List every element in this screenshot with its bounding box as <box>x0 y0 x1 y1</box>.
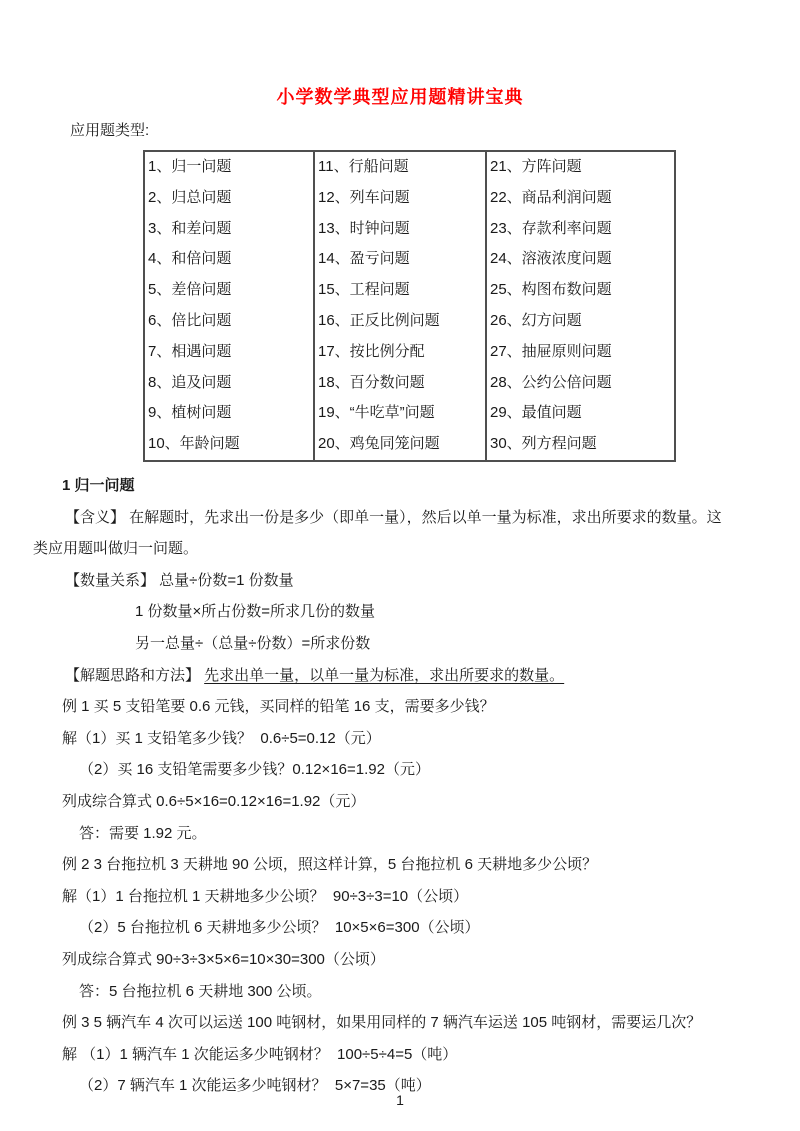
body-line: 例 1 买 5 支铅笔要 0.6 元钱，买同样的铅笔 16 支，需要多少钱？ <box>62 698 495 716</box>
problem-type-item: 6、倍比问题 <box>148 311 232 329</box>
section-body <box>33 470 780 1102</box>
problem-type-item: 22、商品利润问题 <box>490 188 612 206</box>
definition-and-relations-block <box>33 502 780 660</box>
problem-type-item: 2、归总问题 <box>148 188 232 206</box>
problem-type-item: 7、相遇问题 <box>148 342 232 360</box>
body-line: 解（1）买 1 支铅笔多少钱？ 0.6÷5=0.12（元） <box>62 729 381 747</box>
method-label: 【解题思路和方法】 <box>65 666 205 684</box>
method-underlined-text: 先求出单一量，以单一量为标准，求出所要求的数量。 <box>204 666 565 684</box>
problem-type-item: 20、鸡兔同笼问题 <box>318 435 440 453</box>
section-heading: 1 归一问题 <box>62 477 135 494</box>
problem-type-item: 12、列车问题 <box>318 188 410 206</box>
intro-label: 应用题类型: <box>70 122 150 139</box>
body-line: 解（1）1 台拖拉机 1 天耕地多少公顷？ 90÷3÷3=10（公顷） <box>62 887 469 905</box>
problem-type-item: 14、盈亏问题 <box>318 250 410 268</box>
examples-block <box>33 691 780 1102</box>
problem-type-item: 21、方阵问题 <box>490 158 582 175</box>
body-line: 答：需要 1.92 元。 <box>79 824 207 842</box>
problem-type-item: 11、行船问题 <box>318 158 409 175</box>
problem-type-item: 29、最值问题 <box>490 404 582 422</box>
problem-type-item: 9、植树问题 <box>148 404 232 422</box>
table-column-2 <box>313 152 485 460</box>
problem-type-item: 1、归一问题 <box>148 158 232 175</box>
body-line: （2）买 16 支铅笔需要多少钱？0.12×16=1.92（元） <box>79 761 430 779</box>
problem-type-item: 28、公约公倍问题 <box>490 373 612 391</box>
table-column-1 <box>145 152 313 460</box>
body-line: （2）5 台拖拉机 6 天耕地多少公顷？ 10×5×6=300（公顷） <box>79 919 480 937</box>
problem-type-item: 19、“牛吃草”问题 <box>318 404 435 422</box>
problem-type-item: 30、列方程问题 <box>490 435 597 453</box>
problem-type-item: 13、时钟问题 <box>318 219 410 237</box>
problem-type-item: 5、差倍问题 <box>148 281 232 299</box>
body-line: 另一总量÷（总量÷份数）=所求份数 <box>135 634 371 652</box>
body-line: 例 3 5 辆汽车 4 次可以运送 100 吨钢材，如果用同样的 7 辆汽车运送 105 吨钢材，需要运几次？ <box>62 1014 702 1032</box>
body-line: （2）7 辆汽车 1 次能运多少吨钢材？ 5×7=35（吨） <box>79 1077 431 1095</box>
document-title: 小学数学典型应用题精讲宝典 <box>276 87 524 107</box>
problem-type-item: 24、溶液浓度问题 <box>490 250 612 268</box>
problem-type-item: 4、和倍问题 <box>148 250 232 268</box>
problem-types-table <box>143 150 676 462</box>
body-line: 【数量关系】 总量÷份数=1 份数量 <box>65 571 294 589</box>
problem-type-item: 26、幻方问题 <box>490 311 582 329</box>
body-line: 解 （1）1 辆汽车 1 次能运多少吨钢材？ 100÷5÷4=5（吨） <box>62 1045 458 1063</box>
problem-type-item: 18、百分数问题 <box>318 373 425 391</box>
problem-type-item: 15、工程问题 <box>318 281 410 299</box>
problem-type-item: 16、正反比例问题 <box>318 311 440 329</box>
method-line <box>33 660 780 692</box>
problem-type-item: 8、追及问题 <box>148 373 232 391</box>
page-number: 1 <box>396 1092 404 1108</box>
problem-type-item: 25、构图布数问题 <box>490 281 612 299</box>
body-line: 例 2 3 台拖拉机 3 天耕地 90 公顷，照这样计算，5 台拖拉机 6 天耕地多少公顷？ <box>62 856 598 874</box>
body-line: 答：5 台拖拉机 6 天耕地 300 公顷。 <box>79 982 322 1000</box>
problem-type-item: 23、存款利率问题 <box>490 219 612 237</box>
body-line: 列成综合算式 90÷3÷3×5×6=10×30=300（公顷） <box>62 950 385 968</box>
problem-type-item: 17、按比例分配 <box>318 342 425 360</box>
body-line: 类应用题叫做归一问题。 <box>33 540 199 558</box>
problem-type-item: 3、和差问题 <box>148 219 232 237</box>
problem-type-item: 10、年龄问题 <box>148 435 240 453</box>
table-column-3 <box>485 152 674 460</box>
problem-type-item: 27、抽屉原则问题 <box>490 342 612 360</box>
body-line: 列成综合算式 0.6÷5×16=0.12×16=1.92（元） <box>62 792 366 810</box>
body-line: 【含义】 在解题时，先求出一份是多少（即单一量），然后以单一量为标准，求出所要求的数量。这 <box>65 508 722 526</box>
body-line: 1 份数量×所占份数=所求几份的数量 <box>135 603 376 621</box>
